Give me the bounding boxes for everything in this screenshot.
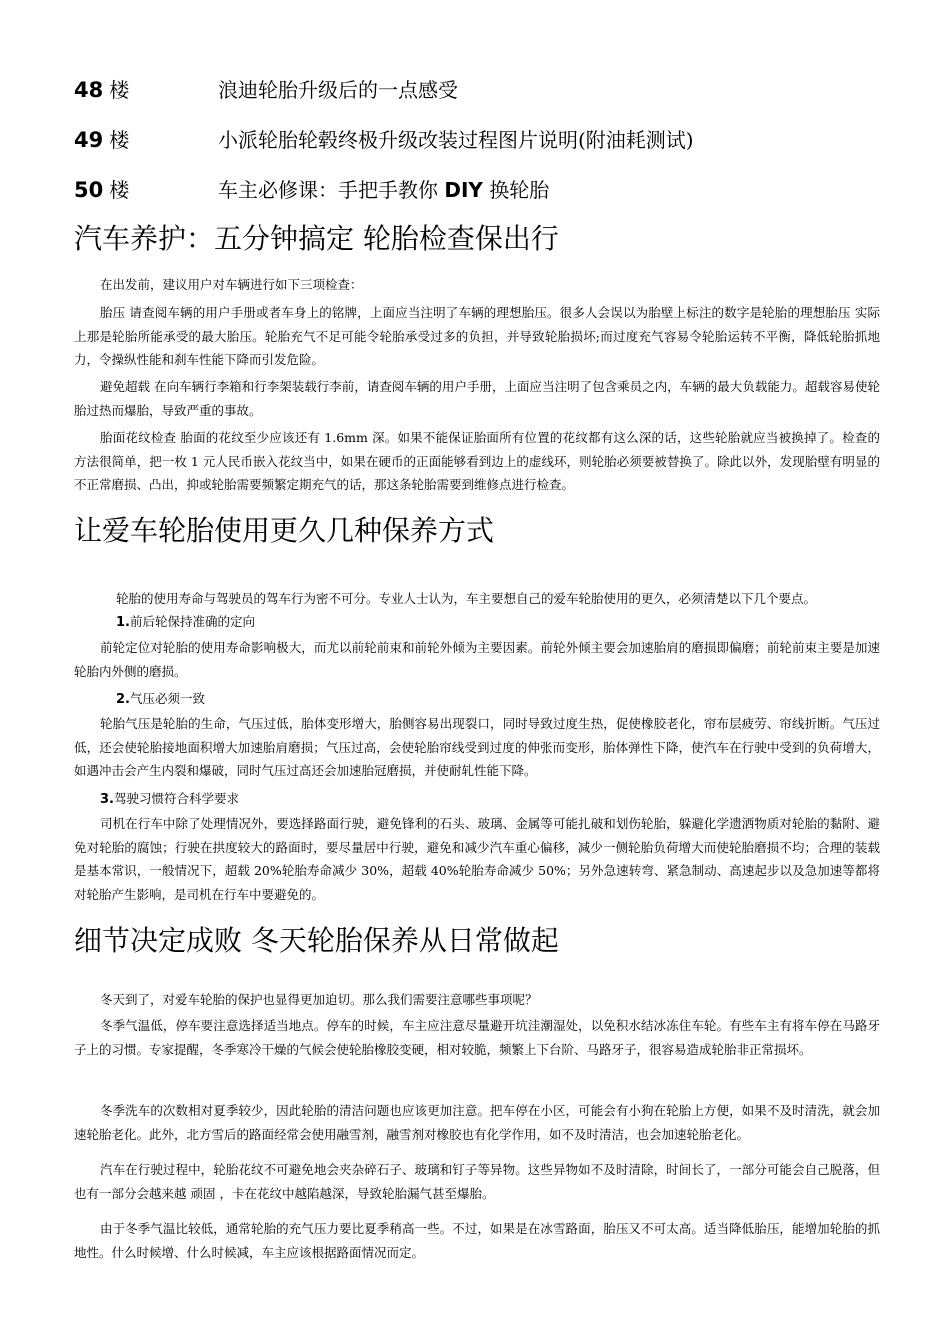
floor-number: 50: [74, 178, 104, 202]
paragraph: 汽车在行驶过程中，轮胎花纹不可避免地会夹杂碎石子、玻璃和钉子等异物。这些异物如不及时清除，时间长了，一部分可能会自己脱落，但也有一部分会越来越 顽固 ，卡在花纹中越陷越深，导致轮胎漏气甚至爆胎。: [74, 1162, 880, 1201]
paragraph: 轮胎的使用寿命与驾驶员的驾车行为密不可分。专业人士认为，车主要想自己的爱车轮胎使用的更久，必须清楚以下几个要点。: [116, 591, 817, 606]
floor-item-49: [74, 125, 694, 155]
floor-title: 小派轮胎轮毂终极升级改装过程图片说明(附油耗测试): [218, 128, 694, 152]
subheading-number: 1.: [116, 615, 130, 630]
floor-title: [218, 175, 549, 205]
section-heading: 汽车养护：五分钟搞定 轮胎检查保出行: [74, 222, 559, 255]
paragraph: 司机在行车中除了处理情况外，要选择路面行驶，避免锋利的石头、玻璃、金属等可能扎破和划伤轮胎，躲避化学遗洒物质对轮胎的黏附、避免对轮胎的腐蚀；行驶在拱度较大的路面时，要尽量居中行驶，避免和减少汽车重心偏移，减少一侧轮胎负荷增大而使轮胎磨损不均；合理的装载是基本常识，一般情况下，超载 20%轮胎寿命减少 30%，超载 40%轮胎寿命减少 50%；另外急速转弯、紧急制动、高速起步以及急加速等都将对轮胎产生影响，是司机在行车中要避免的。: [74, 816, 880, 902]
floor-number: 48: [74, 78, 104, 102]
paragraph: 在出发前，建议用户对车辆进行如下三项检查：: [100, 277, 363, 292]
subheading-label: 前后轮保持准确的定向: [129, 614, 255, 629]
floor-number: 49: [74, 128, 104, 152]
paragraph: 轮胎气压是轮胎的生命，气压过低，胎体变形增大，胎侧容易出现裂口，同时导致过度生热，促使橡胶老化，帘布层疲劳、帘线折断。气压过低，还会使轮胎接地面积增大加速胎肩磨损；气压过高，会使轮胎帘线受到过度的伸张而变形，胎体弹性下降，使汽车在行驶中受到的负荷增大，如遇冲击会产生内裂和爆破，同时气压过高还会加速胎冠磨损，并使耐轧性能下降。: [74, 716, 880, 778]
subheading: [100, 788, 239, 811]
paragraph: 胎压 请查阅车辆的用户手册或者车身上的铭牌，上面应当注明了车辆的理想胎压。很多人会误以为胎壁上标注的数字是轮胎的理想胎压 实际上那是轮胎所能承受的最大胎压。轮胎充气不足可能令轮胎承受过多的负担，并导致轮胎损坏;而过度充气容易令轮胎运转不平衡，降低轮胎抓地力，令操纵性能和刹车性能下降而引发危险。: [74, 305, 880, 367]
floor-title: 浪迪轮胎升级后的一点感受: [218, 78, 458, 102]
section-heading: 细节决定成败 冬天轮胎保养从日常做起: [74, 924, 559, 957]
subheading-number: 3.: [100, 792, 114, 807]
paragraph: 冬天到了，对爱车轮胎的保护也显得更加迫切。那么我们需要注意哪些事项呢？: [100, 992, 538, 1007]
section-heading: 让爱车轮胎使用更久几种保养方式: [74, 514, 495, 547]
paragraph: 前轮定位对轮胎的使用寿命影响极大，而尤以前轮前束和前轮外倾为主要因素。前轮外倾主要会加速胎肩的磨损即偏磨；前轮前束主要是加速轮胎内外侧的磨损。: [74, 640, 880, 679]
floor-title-diy: DIY: [444, 178, 483, 202]
floor-item-50: [74, 175, 550, 205]
subheading: [116, 611, 255, 634]
subheading-number: 2.: [116, 692, 130, 707]
floor-unit: 楼: [109, 78, 130, 102]
floor-title-text: 车主必修课：手把手教你: [218, 178, 445, 202]
paragraph: 避免超载 在向车辆行李箱和行李架装载行李前，请查阅车辆的用户手册，上面应当注明了包含乘员之内，车辆的最大负载能力。超载容易使轮胎过热而爆胎，导致严重的事故。: [74, 379, 880, 418]
paragraph: 胎面花纹检查 胎面的花纹至少应该还有 1.6mm 深。如果不能保证胎面所有位置的花纹都有这么深的话，这些轮胎就应当被换掉了。检查的方法很简单，把一枚 1 元人民币嵌入花纹当中，如果在硬币的正面能够看到边上的虚线环，则轮胎必须要被替换了。除此以外，发现胎壁有明显的不正常磨损、凸出，抑或轮胎需要频繁定期充气的话，那这条轮胎需要到维修点进行检查。: [74, 430, 880, 492]
subheading: [116, 688, 205, 711]
floor-title-text: 换轮胎: [482, 178, 550, 202]
paragraph: 由于冬季气温比较低，通常轮胎的充气压力要比夏季稍高一些。不过，如果是在冰雪路面，胎压又不可太高。适当降低胎压，能增加轮胎的抓地性。什么时候增、什么时候减，车主应该根据路面情况而定。: [74, 1221, 880, 1260]
subheading-label: 气压必须一致: [129, 691, 205, 706]
floor-unit: 楼: [109, 178, 130, 202]
floor-unit: 楼: [109, 128, 130, 152]
paragraph: 冬季气温低，停车要注意选择适当地点。停车的时候，车主应注意尽量避开坑洼潮湿处，以免积水结冰冻住车轮。有些车主有将车停在马路牙子上的习惯。专家提醒，冬季寒冷干燥的气候会使轮胎橡胶变硬，相对较脆，频繁上下台阶、马路牙子，很容易造成轮胎非正常损坏。: [74, 1018, 880, 1057]
floor-item-48: [74, 75, 458, 105]
subheading-label: 驾驶习惯符合科学要求: [113, 791, 239, 806]
paragraph: 冬季洗车的次数相对夏季较少，因此轮胎的清洁问题也应该更加注意。把车停在小区，可能会有小狗在轮胎上方便，如果不及时清洗，就会加速轮胎老化。此外，北方雪后的路面经常会使用融雪剂，融雪剂对橡胶也有化学作用，如不及时清洁，也会加速轮胎老化。: [74, 1103, 880, 1142]
